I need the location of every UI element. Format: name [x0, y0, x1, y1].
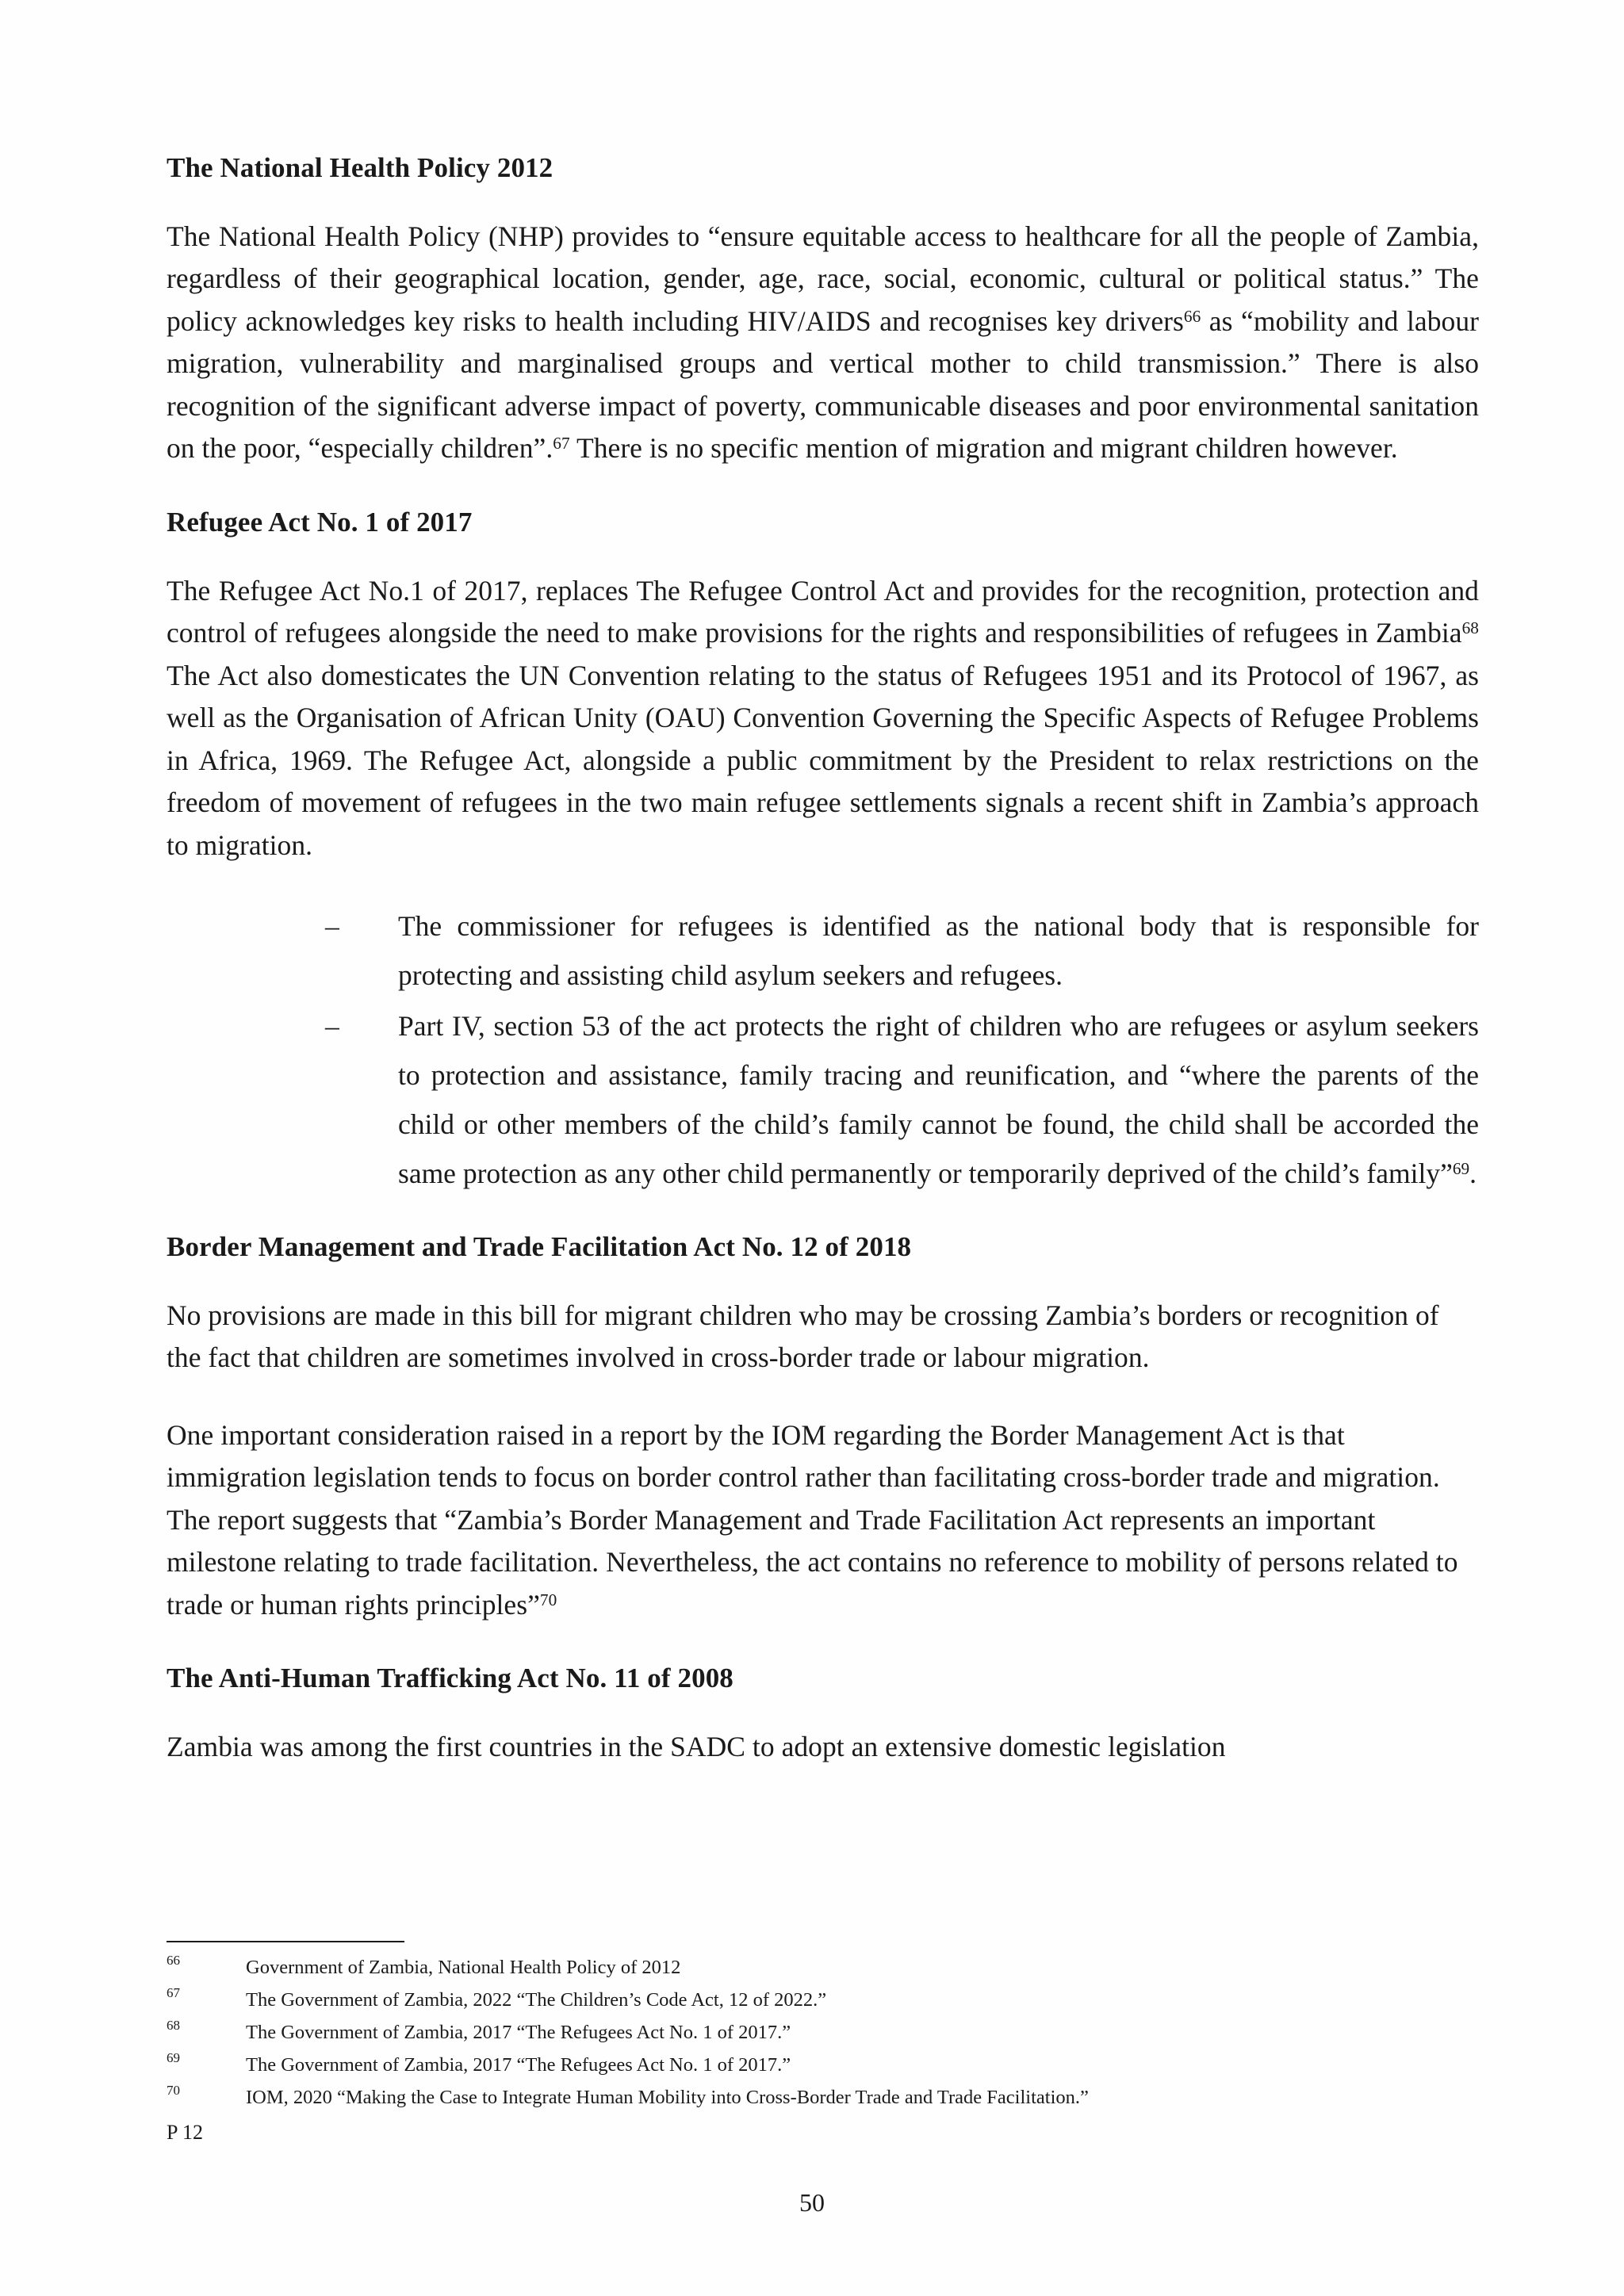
- list-item-text: The commissioner for refugees is identified as the national body that is responsible for protecting and assisting child asylum seekers and refugees.: [398, 910, 1479, 991]
- paragraph-anti-human-trafficking: Zambia was among the first countries in the SADC to adopt an extensive domestic legislation: [167, 1731, 1226, 1762]
- list-item: [325, 1001, 1479, 1198]
- page-number: 50: [799, 2188, 825, 2217]
- footnote-entry: 70 IOM, 2020 “Making the Case to Integrate Human Mobility into Cross-Border Trade and Trade Facilitation.”: [167, 2082, 1089, 2108]
- footnote-entry: 69 The Government of Zambia, 2017 “The Refugees Act No. 1 of 2017.”: [167, 2049, 791, 2076]
- section-heading-national-health-policy: The National Health Policy 2012: [167, 152, 553, 183]
- footnote-text: IOM, 2020 “Making the Case to Integrate Human Mobility into Cross-Border Trade and Trade Facilitation.”: [246, 2087, 1089, 2108]
- footnote-text: The Government of Zambia, 2017 “The Refugees Act No. 1 of 2017.”: [246, 2022, 791, 2043]
- footnote-marker: 67: [553, 434, 570, 453]
- footnote-text: The Government of Zambia, 2022 “The Children’s Code Act, 12 of 2022.”: [246, 1989, 827, 2011]
- footnote-text: Government of Zambia, National Health Policy of 2012: [246, 1957, 681, 1978]
- footnote-entry: 67 The Government of Zambia, 2022 “The Children’s Code Act, 12 of 2022.”: [167, 1984, 827, 2011]
- footnote-marker: 69: [1452, 1158, 1470, 1178]
- list-item: [325, 901, 1479, 1000]
- dash-bullet-icon: –: [325, 1010, 339, 1042]
- dash-bullet-icon: –: [325, 910, 339, 942]
- section-heading-border-management-act: Border Management and Trade Facilitation Act No. 12 of 2018: [167, 1231, 912, 1262]
- footnote-text: The Government of Zambia, 2017 “The Refugees Act No. 1 of 2017.”: [246, 2054, 791, 2076]
- footnote-separator-rule: [167, 1941, 404, 1942]
- footnote-marker: 68: [1461, 618, 1479, 637]
- footnote-marker: 66: [1183, 306, 1201, 326]
- footnote-marker: 70: [539, 1590, 557, 1609]
- footnote-area: [167, 1941, 1483, 2147]
- footnote-entry: 68 The Government of Zambia, 2017 “The Refugees Act No. 1 of 2017.”: [167, 2017, 791, 2043]
- paragraph-border-management-no-provisions: No provisions are made in this bill for migrant children who may be crossing Zambia’s borders or recognition of the fact that children are sometimes involved in cross-border trade or labour migration.: [167, 1299, 1439, 1374]
- paragraph-border-management-iom-report: One important consideration raised in a report by the IOM regarding the Border Management Act is that immigration legislation tends to focus on border control rather than facilitating cross-border trade and migration. The report suggests that “Zambia’s Border Management and Trade Facilitation Act represents an important milestone relating to trade facilitation. Nevertheless, the act contains no reference to mobility of persons related to trade or human rights principles”$^{70}$: [167, 1418, 1458, 1621]
- page-reference: P 12: [167, 2121, 203, 2144]
- footnote-entry: 66 Government of Zambia, National Health Policy of 2012: [167, 1952, 681, 1978]
- list-item-text: Part IV, section 53 of the act protects the right of children who are refugees or asylum seekers to protection and assistance, family tracing and reunification, and “where the parents of the child or other members of the child’s family cannot be found, the child shall be accorded the same protection as any other child permanently or temporarily deprived of the child’s family”$^{69}$.: [398, 1010, 1479, 1189]
- paragraph-national-health-policy: The National Health Policy (NHP) provides to “ensure equitable access to healthcare for all the people of Zambia, regardless of their geographical location, gender, age, race, social, economic, cultural or political status.” The policy acknowledges key risks to health including HIV/AIDS and recognises key drivers$^{66}$ as “mobility and labour migration, vulnerability and marginalised groups and vertical mother to child transmission.” There is also recognition of the significant adverse impact of poverty, communicable diseases and poor environmental sanitation on the poor, “especially children”.$^{67}$ There is no specific mention of migration and migrant children however.: [167, 220, 1479, 465]
- section-heading-refugee-act: Refugee Act No. 1 of 2017: [167, 506, 473, 538]
- refugee-act-provisions-list: [167, 901, 1479, 1198]
- page-content: [167, 151, 1479, 1769]
- paragraph-refugee-act: The Refugee Act No.1 of 2017, replaces The Refugee Control Act and provides for the recognition, protection and control of refugees alongside the need to make provisions for the rights and responsibilities of refugees in Zambia$^{68}$ The Act also domesticates the UN Convention relating to the status of Refugees 1951 and its Protocol of 1967, as well as the Organisation of African Unity (OAU) Convention Governing the Specific Aspects of Refugee Problems in Africa, 1969. The Refugee Act, alongside a public commitment by the President to relax restrictions on the freedom of movement of refugees in the two main refugee settlements signals a recent shift in Zambia’s approach to migration.: [167, 574, 1479, 861]
- section-heading-anti-human-trafficking-act: The Anti-Human Trafficking Act No. 11 of 2008: [167, 1663, 733, 1694]
